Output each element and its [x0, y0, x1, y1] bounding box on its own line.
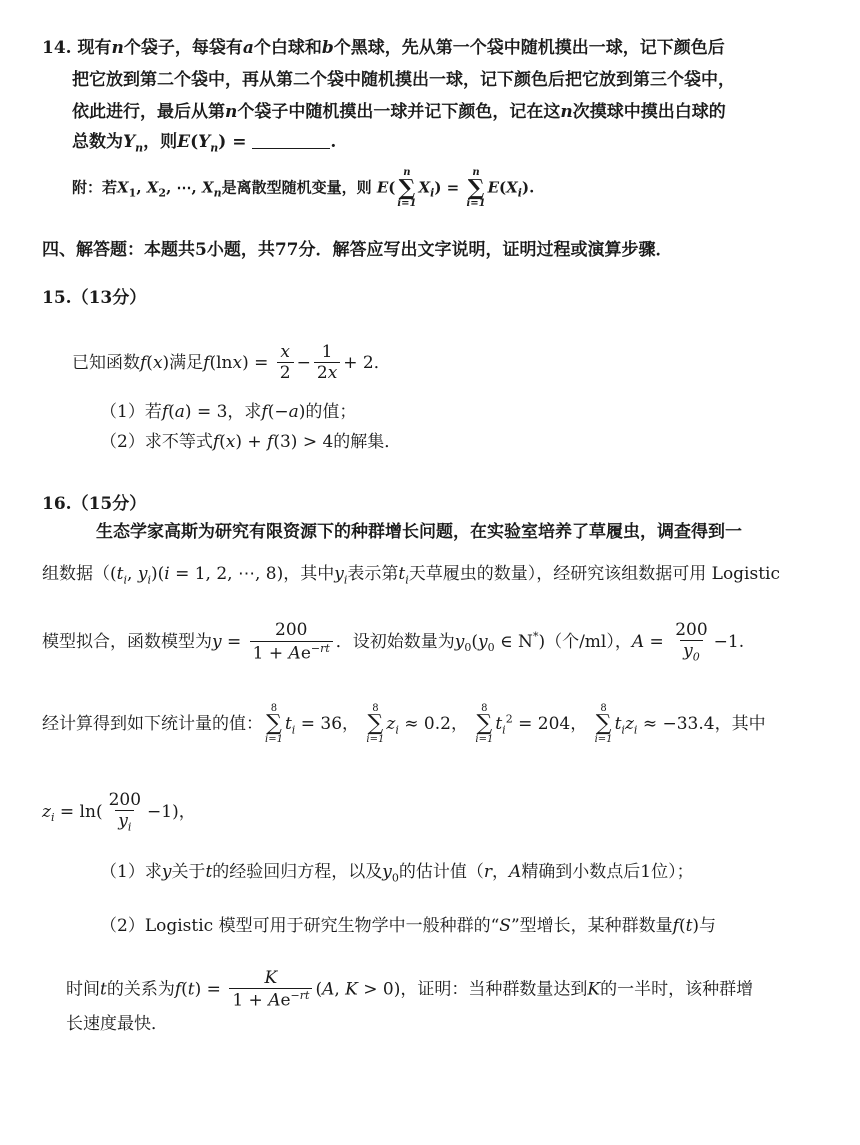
q15-header: 15.（13分） — [42, 288, 147, 308]
q16-part2-b: 时间t的关系为f(t) = $\frac{K}{1 + Ae^{-rt}}$ (A, K > 0)，证明：当种群数量达到K的一半时，该种群增 — [66, 968, 754, 1012]
q14-line4: 总数为$Y_n$，则$E(Y_n)$ = . — [72, 132, 337, 155]
q16-header: 16.（15分） — [42, 494, 147, 514]
q15-part1: （1）若f(a) = 3，求f(−a)的值； — [100, 402, 357, 422]
q16-part2-c: 长速度最快． — [66, 1014, 168, 1034]
q15-part2: （2）求不等式f(x) + f(3) > 4的解集． — [100, 432, 402, 452]
q16-part2-a: （2）Logistic 模型可用于研究生物学中一般种群的“S”型增长，某种群数量f(t)与 — [100, 916, 717, 936]
q14-line2: 把它放到第二个袋中，再从第二个袋中随机摸出一球，记下颜色后把它放到第三个袋中， — [72, 70, 735, 90]
q14-number: 14. — [42, 38, 72, 58]
q14-line3: 依此进行，最后从第n个袋子中随机摸出一球并记下颜色，记在这n次摸球中摸出白球的 — [72, 102, 726, 122]
q16-model: 模型拟合，函数模型为y = $\frac{200}{1 + Ae^{-rt}}$ ．设初始数量为$y_0(y_0$ ∈ N*)（个/ml），A = $\frac{200}{y_0}$ −1. — [42, 620, 745, 664]
q16-stats: 经计算得到如下统计量的值： 8 ∑ i=1 $t_i = 36$， 8 ∑ i=1 $z_i \approx 0.2$， 8 ∑ i=1 $t_i^2 = 204$， 8 ∑ i=1 $t_iz_i \approx -33.4$，其中 — [42, 703, 766, 745]
section4-heading: 四、解答题：本题共5小题，共77分．解答应写出文字说明，证明过程或演算步骤． — [42, 240, 673, 260]
answer-blank — [252, 148, 330, 149]
q16-intro2: 组数据（($t_i$, $y_i)(i = 1$, 2, ⋯, 8)，其中$y_i$表示第$t_i$天草履虫的数量），经研究该组数据可用 Logistic — [42, 564, 781, 587]
q15-premise: 已知函数f(x)满足f(lnx) = $\frac{x}{2}$ − $\frac{1}{2x}$ + 2． — [72, 342, 391, 384]
q16-intro1: 生态学家高斯为研究有限资源下的种群增长问题，在实验室培养了草履虫，调查得到一 — [96, 522, 742, 542]
q14-line1: 14. 现有n个袋子，每袋有a个白球和b个黑球，先从第一个袋中随机摸出一球，记下颜色后 — [42, 38, 725, 58]
q16-z-def: $z_i = \ln$( $\frac{200}{y_i}$ −1)， — [42, 790, 196, 834]
q14-note: 附：若$X_1$, $X_2$, ⋯, $X_n$是离散型随机变量，则 E( n ∑ i=1 $X_i$) = n ∑ i=1 $E(X_i)$. — [72, 167, 535, 209]
q16-part1: （1）求y关于t的经验回归方程，以及$y_0$的估计值（r，A精确到小数点后1位）； — [100, 862, 694, 885]
